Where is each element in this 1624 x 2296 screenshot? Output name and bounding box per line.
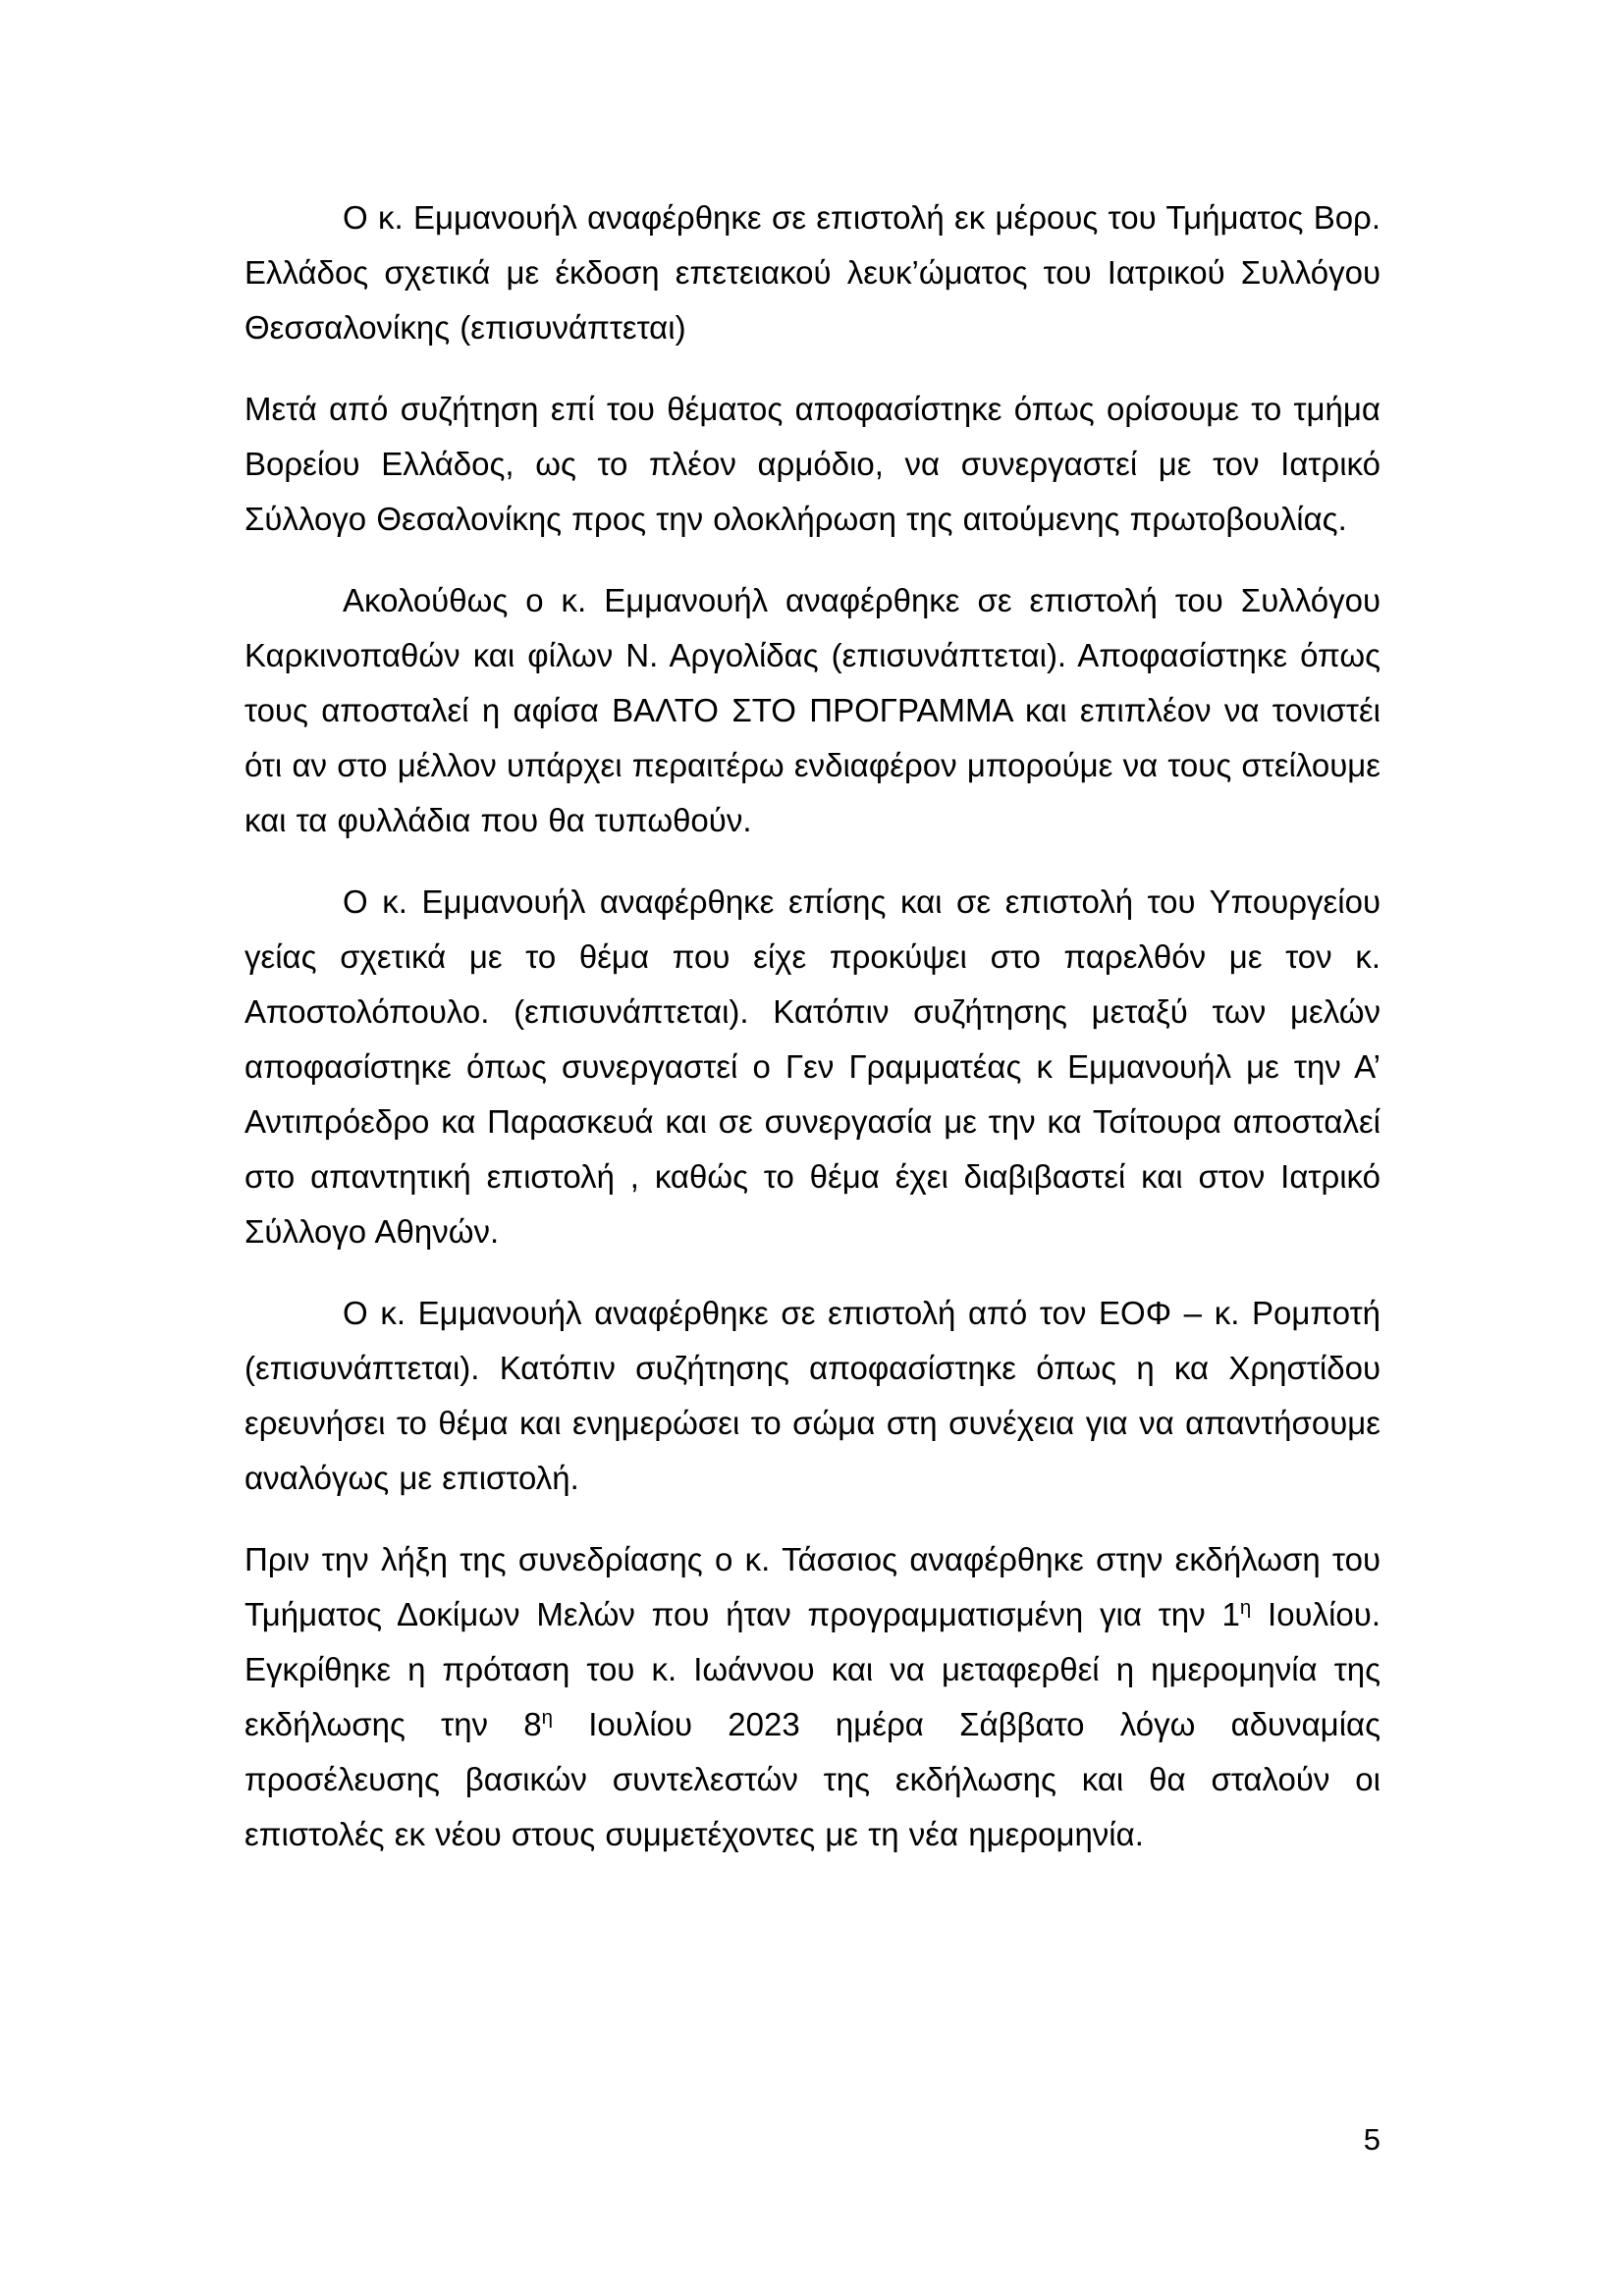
document-body xyxy=(244,190,1380,1889)
paragraph: Ακολούθως ο κ. Εμμανουήλ αναφέρθηκε σε επιστολή του Συλλόγου Καρκινοπαθών και φίλων Ν. Αργολίδας (επισυνάπτεται). Αποφασίστηκε όπως τους αποσταλεί η αφίσα ΒΑΛΤΟ ΣΤΟ ΠΡΟΓΡΑΜΜΑ και επιπλέον να τονιστέι ότι αν στο μέλλον υπάρχει περαιτέρω ενδιαφέρον μπορούμε να τους στείλουμε και τα φυλλάδια που θα τυπωθούν. xyxy=(244,582,1380,838)
superscript-ordinal: η xyxy=(541,1706,554,1729)
page-number: 5 xyxy=(1363,2122,1380,2157)
paragraph: Ο κ. Εμμανουήλ αναφέρθηκε επίσης και σε επιστολή του Υπουργείου γείας σχετικά με το θέμα που είχε προκύψει στο παρελθόν με τον κ. Αποστολόπουλο. (επισυνάπτεται). Κατόπιν συζήτησης μεταξύ των μελών αποφασίστηκε όπως συνεργαστεί ο Γεν Γραμματέας κ Εμμανουήλ με την Α’ Αντιπρόεδρο κα Παρασκευά και σε συνεργασία με την κα Τσίτουρα αποσταλεί στο απαντητική επιστολή , καθώς το θέμα έχει διαβιβαστεί και στον Ιατρικό Σύλλογο Αθηνών. xyxy=(244,883,1380,1250)
superscript-ordinal: η xyxy=(1239,1596,1252,1619)
paragraph: Πριν την λήξη της συνεδρίασης ο κ. Τάσσιος αναφέρθηκε στην εκδήλωση του Τμήματος Δοκίμων Μελών που ήταν προγραμματισμένη για την $1^\eta$ Ιουλίου. Εγκρίθηκε η πρόταση του κ. Ιωάννου και να μεταφερθεί η ημερομηνία της εκδήλωσης την $8^\eta$ Ιουλίου 2023 ημέρα Σάββατο λόγω αδυναμίας προσέλευσης βασικών συντελεστών της εκδήλωσης και θα σταλούν οι επιστολές εκ νέου στους συμμετέχοντες με τη νέα ημερομηνία. xyxy=(244,1541,1381,1852)
paragraph: Ο κ. Εμμανουήλ αναφέρθηκε σε επιστολή εκ μέρους του Τμήματος Βορ. Ελλάδος σχετικά με έκδοση επετειακού λευκ’ώματος του Ιατρικού Συλλόγου Θεσσαλονίκης (επισυνάπτεται) xyxy=(244,199,1380,346)
paragraph: Μετά από συζήτηση επί του θέματος αποφασίστηκε όπως ορίσουμε το τμήμα Βορείου Ελλάδος, ως το πλέον αρμόδιο, να συνεργαστεί με τον Ιατρικό Σύλλογο Θεσαλονίκης προς την ολοκλήρωση της αιτούμενης πρωτοβουλίας. xyxy=(244,391,1380,537)
paragraph: Ο κ. Εμμανουήλ αναφέρθηκε σε επιστολή από τον ΕΟΦ – κ. Ρομποτή (επισυνάπτεται). Κατόπιν συζήτησης αποφασίστηκε όπως η κα Χρηστίδου ερευνήσει το θέμα και ενημερώσει το σώμα στη συνέχεια για να απαντήσουμε αναλόγως με επιστολή. xyxy=(244,1295,1380,1496)
